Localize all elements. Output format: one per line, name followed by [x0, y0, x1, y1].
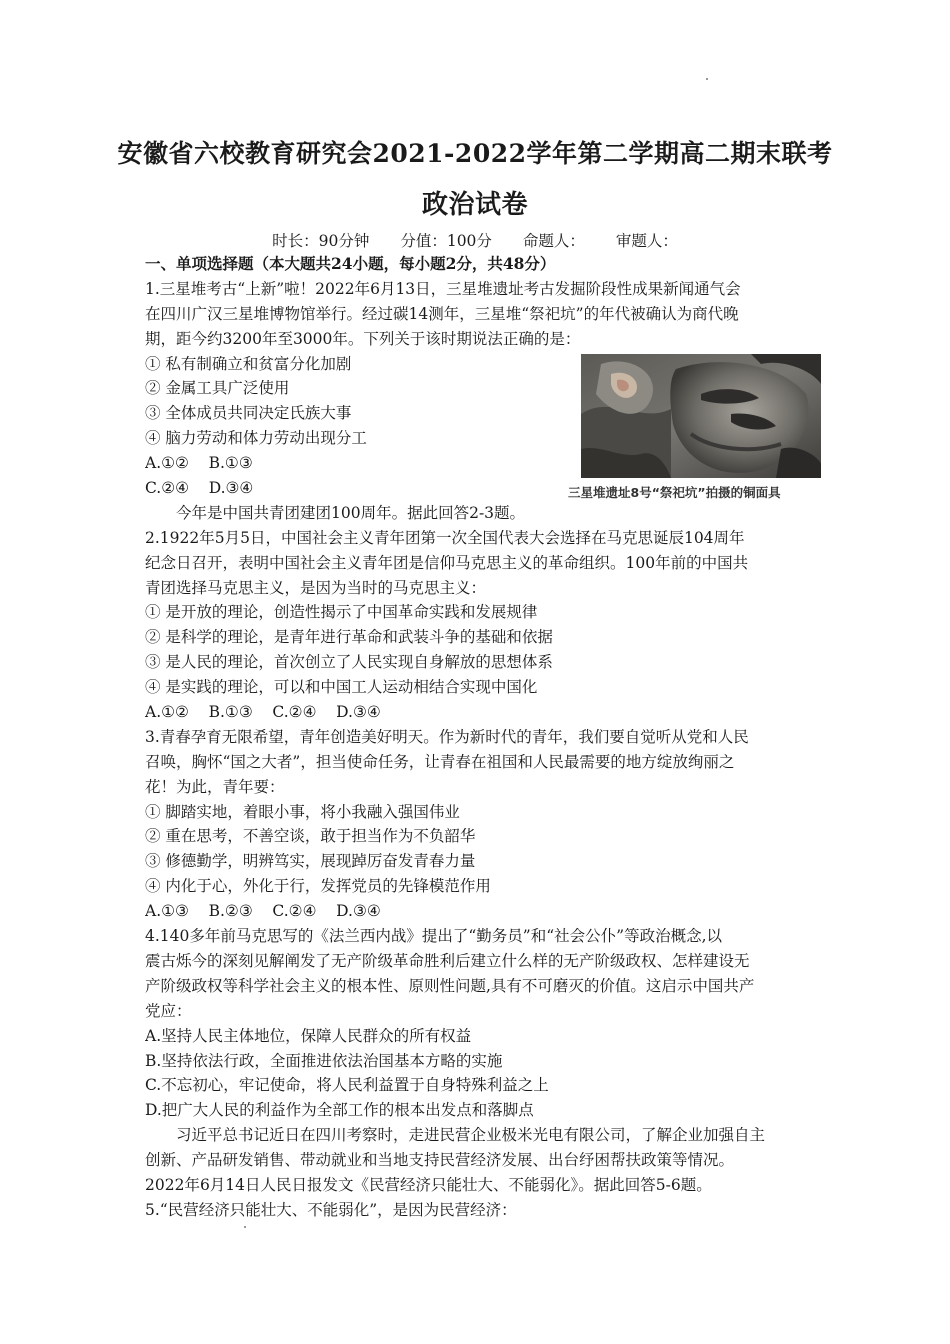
question-4-stem: 产阶级政权等科学社会主义的根本性、原则性问题,具有不可磨灭的价值。这启示中国共产: [145, 976, 755, 995]
question-3-options: A.①③ B.②③ C.②④ D.③④: [145, 902, 381, 921]
question-3-statement: ② 重在思考，不善空谈，敢于担当作为不负韶华: [145, 827, 476, 846]
question-1-statement: ② 金属工具广泛使用: [145, 379, 290, 398]
question-2-statement: ③ 是人民的理论，首次创立了人民实现自身解放的思想体系: [145, 653, 553, 672]
question-2-stem: 2.1922年5月5日，中国社会主义青年团第一次全国代表大会选择在马克思诞辰104周年: [145, 528, 745, 547]
meta-reviewer: 审题人：: [615, 232, 678, 250]
question-2-statement: ① 是开放的理论，创造性揭示了中国革命实践和发展规律: [145, 603, 538, 622]
question-3-statement: ④ 内化于心，外化于行，发挥党员的先锋模范作用: [145, 877, 491, 896]
question-1-statement: ① 私有制确立和贫富分化加剧: [145, 354, 352, 373]
question-2-statement: ④ 是实践的理论，可以和中国工人运动相结合实现中国化: [145, 678, 538, 697]
question-1-options: C.②④ D.③④: [145, 479, 254, 498]
material-intro: 习近平总书记近日在四川考察时，走进民营企业极米光电有限公司，了解企业加强自主: [176, 1126, 766, 1145]
meta-score: 分值：100分: [400, 232, 492, 250]
question-3-stem: 3.青春孕育无限希望，青年创造美好明天。作为新时代的青年，我们要自觉听从党和人民: [145, 727, 749, 746]
bronze-mask-photo: [581, 354, 821, 478]
question-5-stem: 5.“民营经济只能壮大、不能弱化”，是因为民营经济：: [145, 1200, 517, 1219]
scan-speck: [706, 78, 708, 80]
question-2-options: A.①② B.①③ C.②④ D.③④: [145, 703, 381, 722]
question-3-stem: 召唤，胸怀“国之大者”，担当使命任务，让青春在祖国和人民最需要的地方绽放绚丽之: [145, 752, 735, 771]
meta-author: 命题人：: [522, 232, 585, 250]
question-3-statement: ① 脚踏实地，着眼小事，将小我融入强国伟业: [145, 802, 460, 821]
question-4-stem: 4.140多年前马克思写的《法兰西内战》提出了“勤务员”和“社会公仆”等政治概念,以: [145, 927, 722, 946]
question-1-stem: 在四川广汉三星堆博物馆举行。经过碳14测年，三星堆“祭祀坑”的年代被确认为商代晚: [145, 304, 739, 323]
question-1-stem: 期，距今约3200年至3000年。下列关于该时期说法正确的是：: [145, 329, 581, 348]
bronze-mask-image: [581, 354, 821, 478]
question-4-stem: 震古烁今的深刻见解阐发了无产阶级革命胜利后建立什么样的无产阶级政权、怎样建设无: [145, 951, 750, 970]
meta-duration: 时长：90分钟: [272, 232, 370, 250]
question-1-options: A.①② B.①③: [145, 454, 253, 473]
question-1-stem: 1.三星堆考古“上新”啦！2022年6月13日，三星堆遗址考古发掘阶段性成果新闻通气会: [145, 279, 741, 298]
question-2-stem: 纪念日召开，表明中国社会主义青年团是信仰马克思主义的革命组织。100年前的中国共: [145, 553, 749, 572]
exam-subject-title: 政治试卷: [421, 190, 528, 220]
exam-title: 安徽省六校教育研究会2021-2022学年第二学期高二期末联考: [117, 139, 833, 168]
question-1-statement: ③ 全体成员共同决定氏族大事: [145, 404, 352, 423]
material-intro: 今年是中国共青团建团100周年。据此回答2-3题。: [176, 503, 526, 522]
question-2-stem: 青团选择马克思主义，是因为当时的马克思主义：: [145, 578, 487, 597]
question-3-stem: 花！为此，青年要：: [145, 777, 285, 796]
question-4-option-a: A.坚持人民主体地位，保障人民群众的所有权益: [145, 1026, 472, 1045]
question-2-statement: ② 是科学的理论，是青年进行革命和武装斗争的基础和依据: [145, 628, 553, 647]
section-heading: 一、单项选择题（本大题共24小题，每小题2分，共48分）: [145, 254, 556, 273]
material-intro: 2022年6月14日人民日报发文《民营经济只能壮大、不能弱化》。据此回答5-6题。: [145, 1175, 712, 1194]
figure-caption: 三星堆遗址8号“祭祀坑”拍摄的铜面具: [568, 485, 781, 500]
question-4-stem: 党应：: [145, 1001, 192, 1020]
question-4-option-b: B.坚持依法行政，全面推进依法治国基本方略的实施: [145, 1051, 503, 1070]
scan-speck: [244, 1226, 246, 1228]
question-3-statement: ③ 修德勤学，明辨笃实，展现踔厉奋发青春力量: [145, 852, 476, 871]
material-intro: 创新、产品研发销售、带动就业和当地支持民营经济发展、出台纾困帮扶政策等情况。: [145, 1151, 735, 1170]
question-4-option-c: C.不忘初心，牢记使命，将人民利益置于自身特殊利益之上: [145, 1076, 549, 1095]
question-1-statement: ④ 脑力劳动和体力劳动出现分工: [145, 429, 367, 448]
exam-meta: [0, 229, 950, 251]
question-4-option-d: D.把广大人民的利益作为全部工作的根本出发点和落脚点: [145, 1101, 534, 1120]
